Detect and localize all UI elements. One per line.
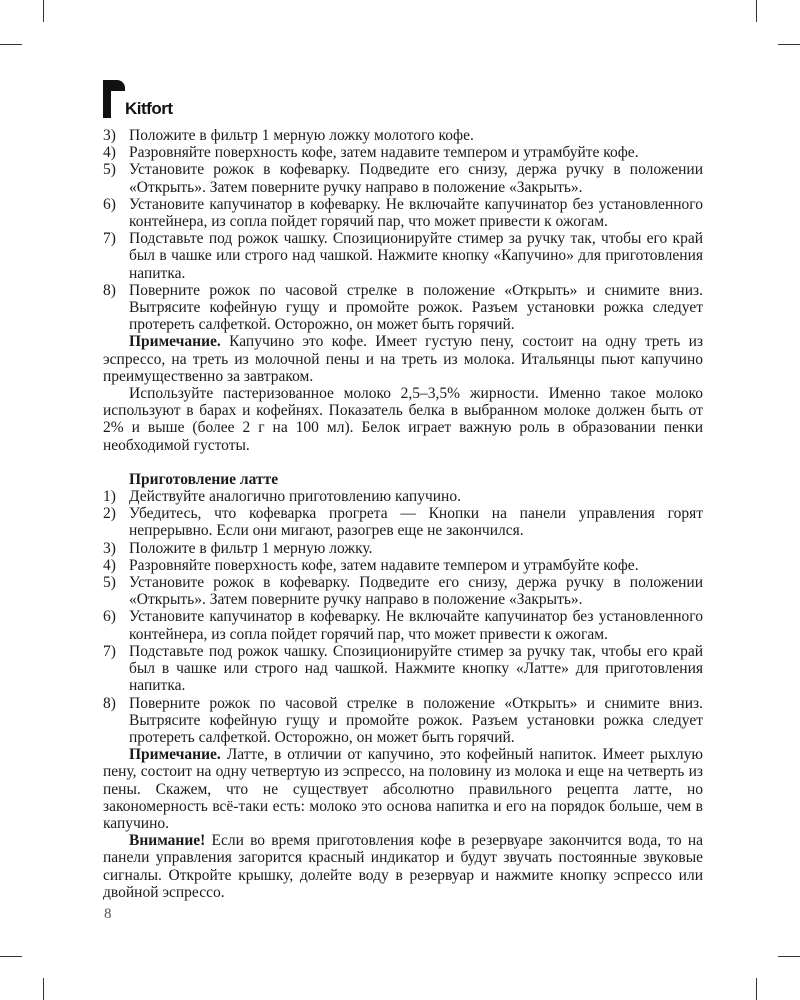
step-text: Поверните рожок по часовой стрелке в положение «Открыть» и снимите вниз. Вытрясите кофейную гущу и промойте рожок. Разъем установки рожка следует протереть салфеткой. Осторожно, он может быть горячий. bbox=[129, 694, 703, 746]
step-text: Установите капучинатор в кофеварку. Не включайте капучинатор без установленного контейнера, из сопла пойдет горячий пар, что может привести к ожогам. bbox=[129, 608, 703, 643]
latte-steps bbox=[103, 488, 703, 746]
crop-mark bbox=[778, 956, 800, 957]
step-text: Подставьте под рожок чашку. Спозиционируйте стимер за ручку так, чтобы его край был в чашке или строго над чашкой. Нажмите кнопку «Латте» для приготовления напитка. bbox=[129, 642, 703, 695]
crop-mark bbox=[0, 956, 22, 957]
step-number: 8) bbox=[103, 694, 116, 712]
warning-label: Внимание! bbox=[129, 832, 206, 850]
list-item bbox=[103, 144, 703, 161]
warning-paragraph bbox=[103, 832, 703, 901]
step-number: 6) bbox=[103, 608, 116, 626]
milk-paragraph: Используйте пастеризованное молоко 2,5–3,5% жирности. Именно такое молоко используют в барах и кофейнях. Показатель белка в выбранном молоке должен быть от 2% и выше (более 2 г на 100 мл). Белок играет важную роль в образовании пенки необходимой густоты. bbox=[103, 385, 703, 454]
list-item bbox=[103, 574, 703, 608]
crop-mark bbox=[756, 978, 757, 1000]
step-number: 7) bbox=[103, 230, 116, 248]
crop-mark bbox=[43, 978, 44, 1000]
step-text: Убедитесь, что кофеварка прогрета — Кнопки на панели управления горят непрерывно. Если они мигают, разогрев еще не закончился. bbox=[129, 505, 703, 540]
spacer bbox=[103, 454, 703, 471]
list-item bbox=[103, 557, 703, 574]
cappuccino-steps bbox=[103, 127, 703, 333]
step-text: Установите рожок в кофеварку. Подведите его снизу, держа ручку в положении «Открыть». Затем поверните ручку направо в положение «Закрыть». bbox=[129, 574, 703, 609]
page-number: 8 bbox=[104, 906, 112, 922]
step-number: 7) bbox=[103, 642, 116, 660]
note-text: Латте, в отличии от капучино, это кофейный напиток. Имеет рыхлую пену, состоит на одну четвертую из эспрессо, на половину из молока и еще на четверть из пены. Скажем, что не существует абсолютно правильного рецепта латте, но закономерность всё-таки есть: молоко это основа напитка и его на порядок больше, чем в капучино. bbox=[103, 746, 703, 832]
brand-name: Kitfort bbox=[125, 99, 173, 118]
crop-mark bbox=[0, 44, 22, 45]
step-number: 2) bbox=[103, 505, 116, 523]
step-text: Разровняйте поверхность кофе, затем надавите темпером и утрамбуйте кофе. bbox=[129, 556, 639, 574]
step-text: Поверните рожок по часовой стрелке в положение «Открыть» и снимите вниз. Вытрясите кофейную гущу и промойте рожок. Разъем установки рожка следует протереть салфеткой. Осторожно, он может быть горячий. bbox=[129, 281, 703, 334]
step-text: Разровняйте поверхность кофе, затем надавите темпером и утрамбуйте кофе. bbox=[129, 144, 639, 162]
list-item bbox=[103, 230, 703, 282]
list-item bbox=[103, 608, 703, 642]
step-number: 1) bbox=[103, 488, 116, 506]
step-number: 5) bbox=[103, 161, 116, 179]
list-item bbox=[103, 282, 703, 334]
list-item bbox=[103, 540, 703, 557]
list-item bbox=[103, 695, 703, 747]
note-label: Примечание. bbox=[129, 746, 221, 764]
step-text: Положите в фильтр 1 мерную ложку. bbox=[129, 539, 373, 557]
step-text: Положите в фильтр 1 мерную ложку молотого кофе. bbox=[129, 127, 474, 144]
crop-mark bbox=[756, 0, 757, 22]
step-text: Действуйте аналогично приготовлению капучино. bbox=[129, 488, 461, 506]
section-heading-latte: Приготовление латте bbox=[129, 470, 279, 488]
cappuccino-note bbox=[103, 333, 703, 385]
step-number: 4) bbox=[103, 144, 116, 162]
note-text: Капучино это кофе. Имеет густую пену, состоит на одну треть из эспрессо, на треть из молочной пены и на треть из молока. Итальянцы пьют капучино преимущественно за завтраком. bbox=[103, 333, 703, 385]
warning-text: Если во время приготовления кофе в резервуаре закончится вода, то на панели управления загорится красный индикатор и будут звучать постоянные звуковые сигналы. Откройте крышку, долейте воду в резервуар и нажмите кнопку эспрессо или двойной эспрессо. bbox=[103, 832, 703, 901]
step-number: 5) bbox=[103, 574, 116, 592]
step-number: 4) bbox=[103, 556, 116, 574]
list-item bbox=[103, 643, 703, 695]
step-number: 8) bbox=[103, 281, 116, 299]
kitfort-logo-icon bbox=[103, 80, 125, 118]
step-text: Подставьте под рожок чашку. Спозиционируйте стимер за ручку так, чтобы его край был в чашке или строго над чашкой. Нажмите кнопку «Капучино» для приготовления напитка. bbox=[129, 230, 703, 282]
list-item bbox=[103, 505, 703, 539]
step-text: Установите капучинатор в кофеварку. Не включайте капучинатор без установленного контейнера, из сопла пойдет горячий пар, что может привести к ожогам. bbox=[129, 195, 703, 231]
list-item bbox=[103, 161, 703, 195]
crop-mark bbox=[43, 0, 44, 22]
list-item bbox=[103, 488, 703, 505]
latte-note bbox=[103, 746, 703, 832]
document-body bbox=[103, 127, 703, 901]
note-label: Примечание. bbox=[129, 333, 221, 351]
step-number: 3) bbox=[103, 539, 116, 557]
step-number: 6) bbox=[103, 195, 116, 213]
list-item bbox=[103, 127, 703, 144]
list-item bbox=[103, 196, 703, 230]
step-text: Установите рожок в кофеварку. Подведите его снизу, держа ручку в положении «Открыть». Затем поверните ручку направо в положение «Закрыть». bbox=[129, 161, 703, 196]
step-number: 3) bbox=[103, 127, 116, 144]
crop-mark bbox=[778, 44, 800, 45]
